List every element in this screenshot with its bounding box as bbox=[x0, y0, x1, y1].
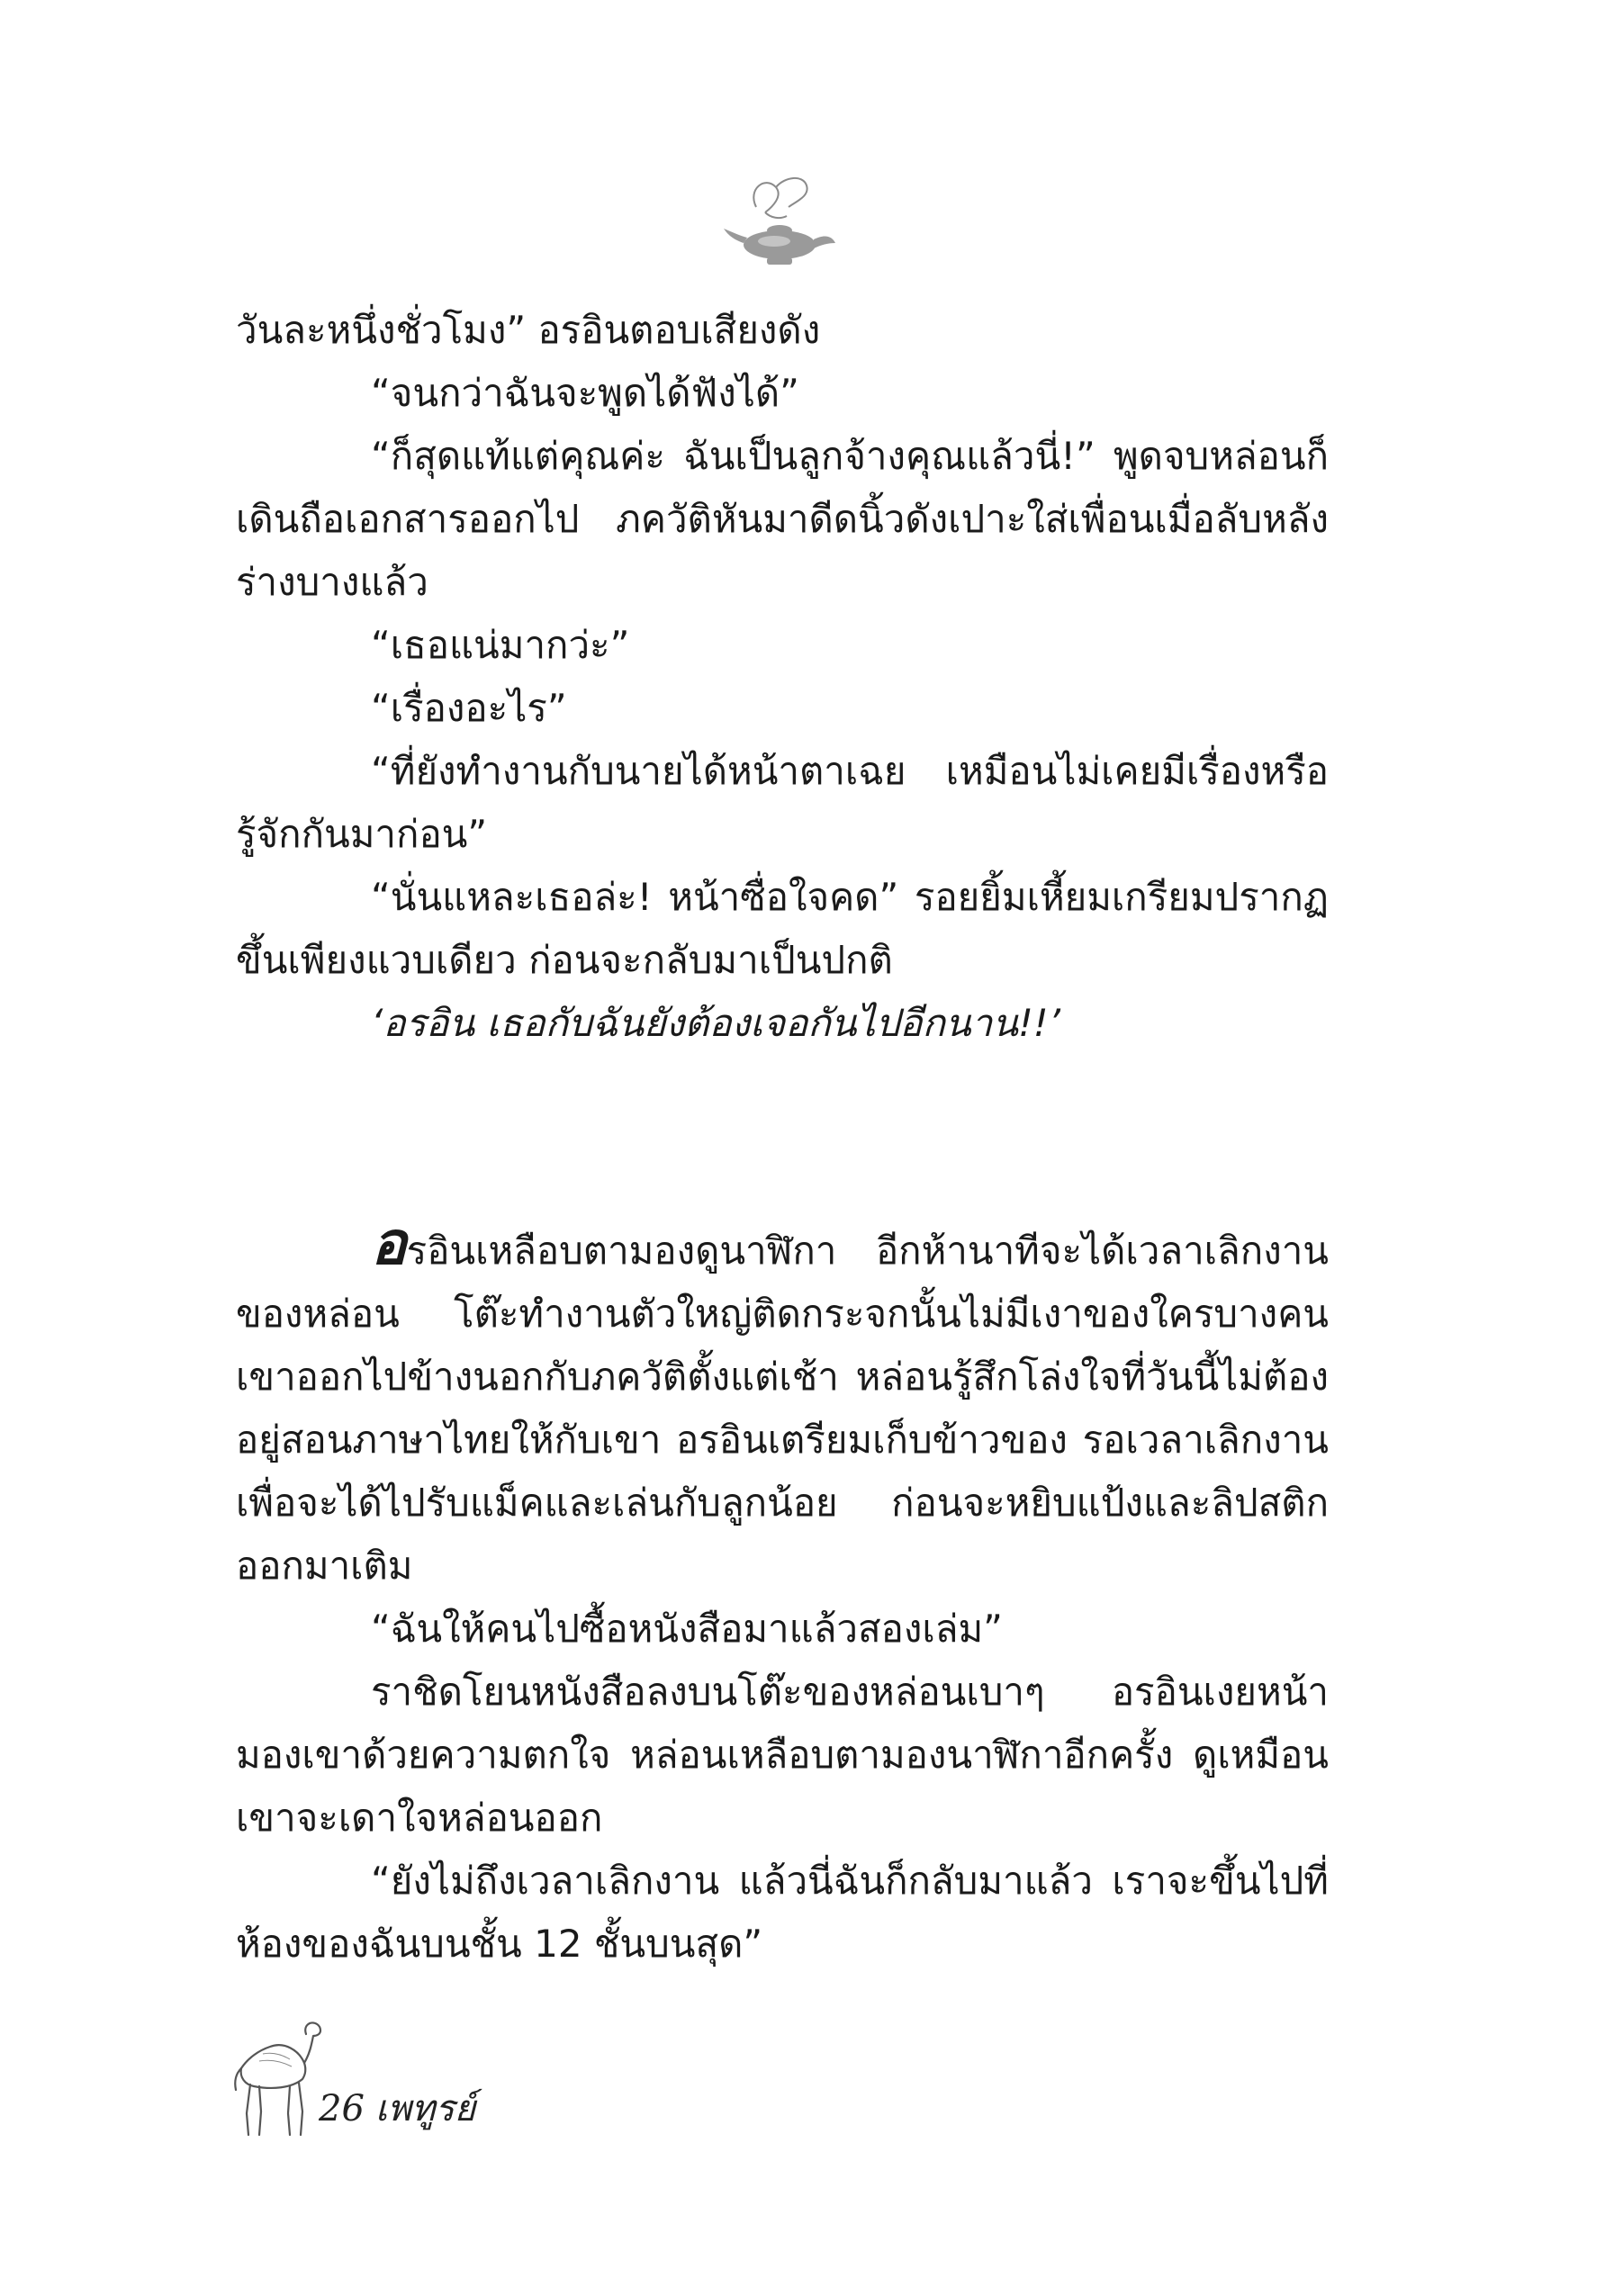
paragraph: “จนกว่าฉันจะพูดได้ฟังได้” bbox=[371, 371, 799, 415]
book-title: เพทูรย์ bbox=[374, 2088, 476, 2129]
paragraph: “ยังไม่ถึงเวลาเลิกงาน แล้วนี่ฉันก็กลับมาแล้ว เราจะขึ้นไปที่ห้องของฉันบนชั้น 12 ชั้นบนสุด” bbox=[236, 1859, 1329, 1966]
genie-lamp-icon bbox=[720, 171, 837, 279]
paragraph: “ฉันให้คนไปซื้อหนังสือมาแล้วสองเล่ม” bbox=[371, 1607, 1003, 1651]
page-footer bbox=[319, 2086, 486, 2131]
paragraph: “นั่นแหละเธอล่ะ! หน้าซื่อใจคด” รอยยิ้มเหี้ยมเกรียมปรากฏขึ้นเพียงแวบเดียว ก่อนจะกลับมาเป็นปกติ bbox=[236, 875, 1329, 982]
text-block-2 bbox=[236, 1209, 1329, 1976]
paragraph: วันละหนึ่งชั่วโมง” อรอินตอบเสียงดัง bbox=[236, 308, 821, 352]
paragraph: “เรื่องอะไร” bbox=[371, 686, 567, 730]
paragraph-dropcap bbox=[236, 1209, 1329, 1598]
paragraph-text: รอินเหลือบตามองดูนาฬิกา อีกห้านาทีจะได้เวลาเลิกงานของหล่อน โต๊ะทำงานตัวใหญ่ติดกระจกนั้นไม่มีเงาของใครบางคน เขาออกไปข้างนอกกับภควัติตั้งแต่เช้า หล่อนรู้สึกโล่งใจที่วันนี้ไม่ต้องอยู่สอนภาษาไทยให้กับเขา อรอินเตรียมเก็บข้าวของ รอเวลาเลิกงานเพื่อจะได้ไปรับแม็คและเล่นกับลูกน้อย ก่อนจะหยิบแป้งและลิปสติกออกมาเติม bbox=[236, 1229, 1329, 1588]
paragraph: ราชิดโยนหนังสือลงบนโต๊ะของหล่อนเบาๆ อรอินเงยหน้ามองเขาด้วยความตกใจ หล่อนเหลือบตามองนาฬิกาอีกครั้ง ดูเหมือนเขาจะเดาใจหล่อนออก bbox=[236, 1670, 1329, 1840]
paragraph-italic-thought: ‘อรอิน เธอกับฉันยังต้องเจอกันไปอีกนาน!!’ bbox=[371, 1001, 1060, 1045]
page-number: 26 bbox=[319, 2088, 365, 2129]
paragraph: “เธอแน่มากว่ะ” bbox=[371, 623, 630, 667]
text-block-1 bbox=[236, 299, 1329, 1055]
camel-icon bbox=[227, 2014, 328, 2140]
paragraph: “ก็สุดแท้แต่คุณค่ะ ฉันเป็นลูกจ้างคุณแล้วนี่!” พูดจบหล่อนก็เดินถือเอกสารออกไป ภควัติหันมาดีดนิ้วดังเปาะใส่เพื่อนเมื่อลับหลังร่างบางแล้ว bbox=[236, 434, 1329, 604]
paragraph: “ที่ยังทำงานกับนายได้หน้าตาเฉย เหมือนไม่เคยมีเรื่องหรือรู้จักกันมาก่อน” bbox=[236, 749, 1329, 856]
drop-cap: อ bbox=[371, 1209, 407, 1278]
